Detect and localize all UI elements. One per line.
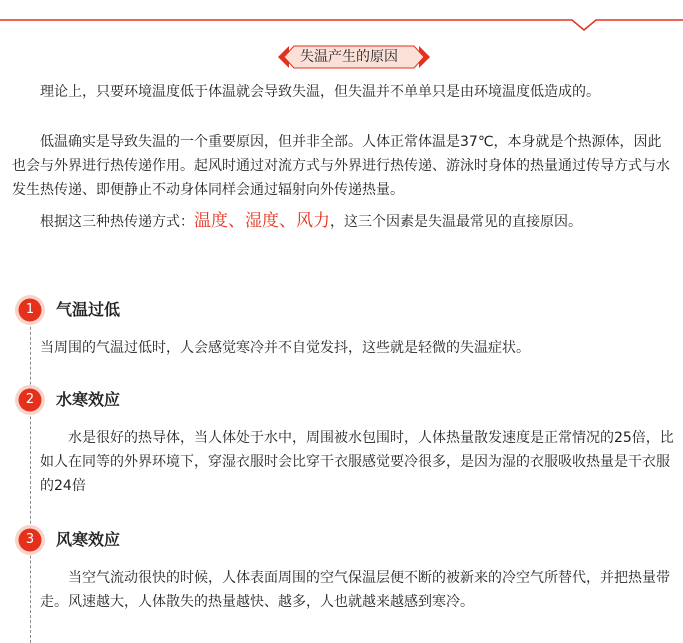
- intro-paragraph-3: [12, 208, 672, 235]
- section-1-body: 当周围的气温过低时，人会感觉寒冷并不自觉发抖，这些就是轻微的失温症状。: [40, 340, 530, 356]
- step-2-number: 2: [25, 392, 35, 407]
- section-3-body: 当空气流动很快的时候，人体表面周围的空气保温层便不断的被新来的冷空气所替代，并把热量带走。风速越大，人体散失的热量越快、越多，人也就越来越感到寒冷。: [40, 570, 670, 610]
- intro-paragraph-3-lead: 根据这三种热传递方式：: [40, 214, 194, 230]
- intro-paragraph-2: 低温确实是导致失温的一个重要原因，但并非全部。人体正常体温是37℃，本身就是个热源体，因此也会与外界进行热传递作用。起风时通过对流方式与外界进行热传递、游泳时身体的热量通过传导方式与水发生热传递、即便静止不动身体同样会通过辐射向外传递热量。: [12, 134, 670, 198]
- key-factors-highlight: 温度、湿度、风力: [194, 211, 330, 231]
- intro-paragraph-3-tail: ，这三个因素是失温最常见的直接原因。: [330, 214, 582, 230]
- top-divider: [0, 0, 683, 40]
- step-1-number: 1: [25, 302, 35, 317]
- timeline-line: [30, 312, 31, 643]
- section-2-title: 水寒效应: [56, 390, 121, 409]
- section-2-body: 水是很好的热导体，当人体处于水中，周围被水包围时，人体热量散发速度是正常情况的25倍，比如人在同等的外界环境下，穿湿衣服时会比穿干衣服感觉要冷很多，是因为湿的衣服吸收热量是干衣服的24倍: [40, 430, 674, 494]
- banner-title: 失温产生的原因: [300, 49, 398, 65]
- section-3-title: 风寒效应: [56, 530, 121, 549]
- step-3-number: 3: [25, 532, 35, 547]
- intro-paragraph-1: 理论上，只要环境温度低于体温就会导致失温，但失温并不单单只是由环境温度低造成的。: [40, 84, 600, 100]
- section-1-title: 气温过低: [56, 300, 121, 319]
